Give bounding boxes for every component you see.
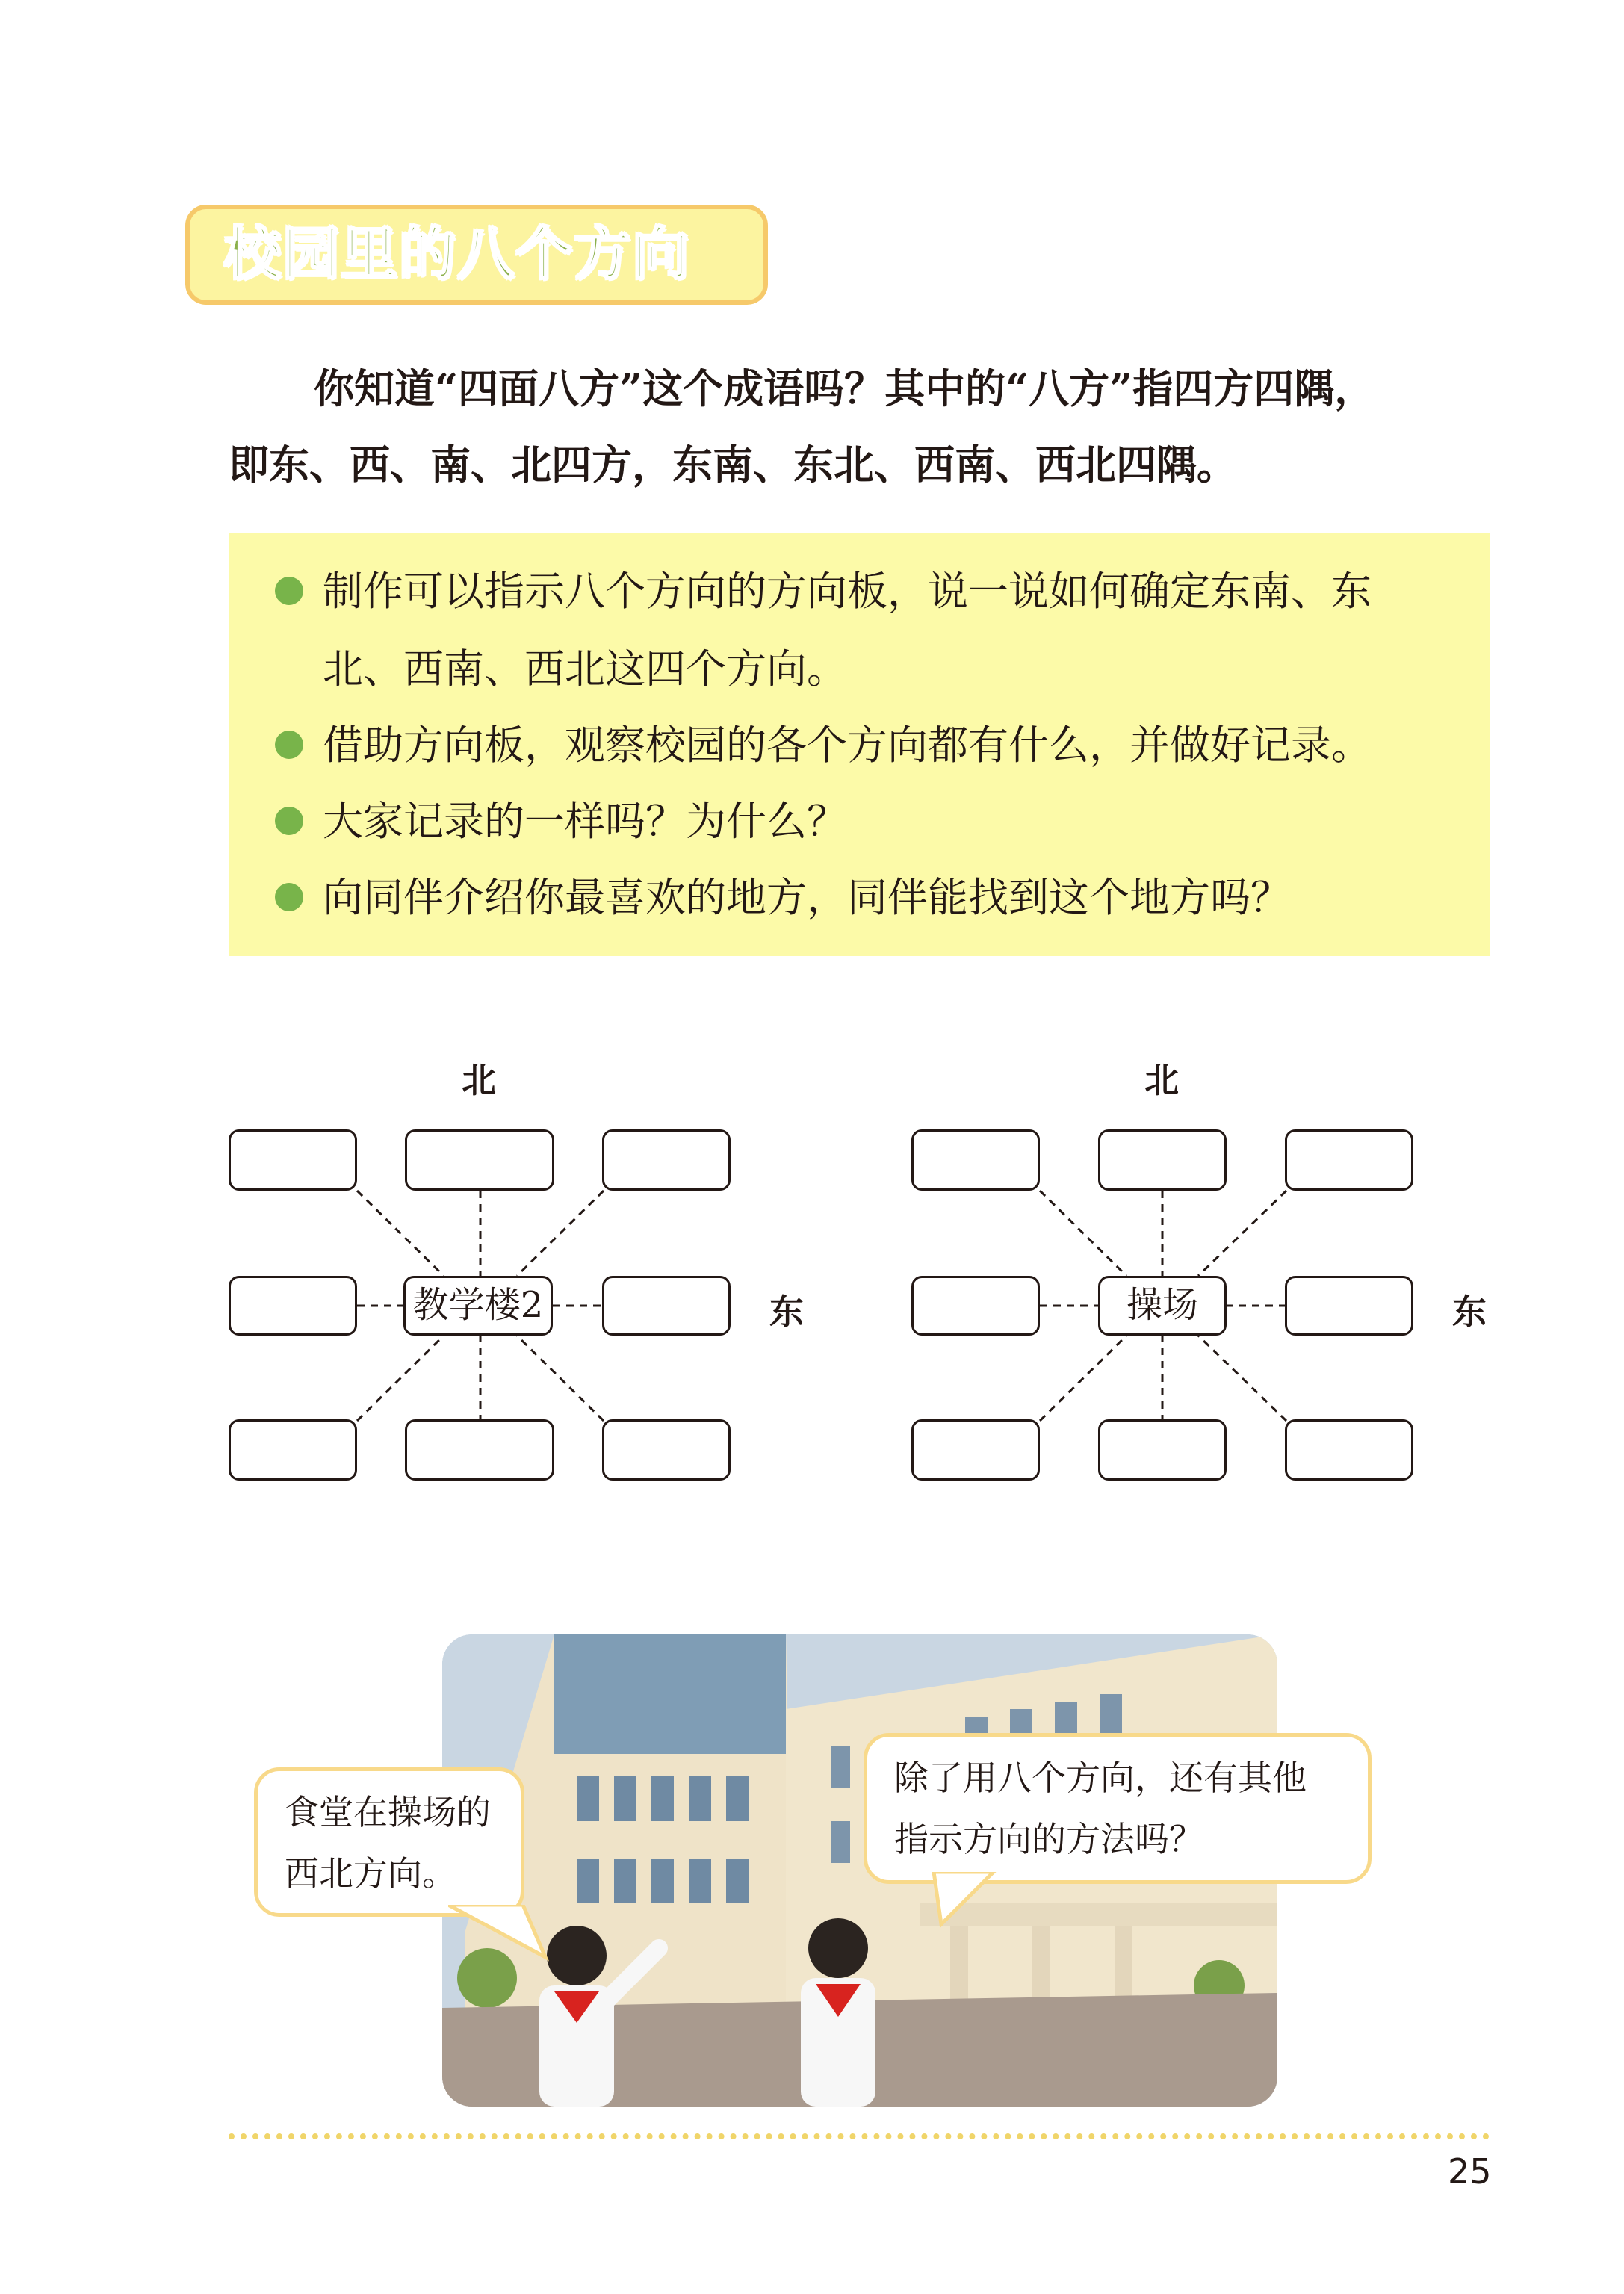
diagram-1-box-northeast[interactable] (602, 1129, 731, 1191)
diagram-2-box-southeast[interactable] (1285, 1419, 1413, 1481)
bullet-icon (275, 883, 303, 911)
diagram-2-center-label: 操场 (1126, 1284, 1198, 1326)
diagram-2-box-southwest[interactable] (911, 1419, 1040, 1481)
speech-bubble-girl-line-2: 指示方向的方法吗？ (894, 1819, 1203, 1859)
diagram-2-east-label: 东 (1452, 1292, 1487, 1332)
diagram-1-north-label: 北 (462, 1060, 496, 1100)
diagram-1-box-south[interactable] (405, 1419, 554, 1481)
activity-1-line-1: 制作可以指示八个方向的方向板，说一说如何确定东南、东 (323, 568, 1372, 615)
bullet-icon (275, 577, 303, 605)
speech-bubble-girl-tail (919, 1872, 1008, 1932)
diagram-2-box-east[interactable] (1285, 1276, 1413, 1336)
diagram-2-box-south[interactable] (1098, 1419, 1227, 1481)
speech-bubble-boy-line-2: 西北方向。 (285, 1853, 456, 1894)
speech-bubble-boy-tail (448, 1905, 553, 1965)
speech-bubble-boy-line-1: 食堂在操场的 (285, 1792, 491, 1832)
diagram-1-box-northwest[interactable] (229, 1129, 357, 1191)
speech-bubble-boy (254, 1767, 524, 1917)
activity-1-line-2: 北、西南、西北这四个方向。 (323, 645, 847, 692)
intro-line-2: 即东、西、南、北四方，东南、东北、西南、西北四隅。 (229, 441, 1237, 489)
page-number: 25 (1448, 2151, 1492, 2192)
diagram-2-box-north[interactable] (1098, 1129, 1227, 1191)
activity-3: 大家记录的一样吗？为什么？ (323, 798, 847, 845)
diagram-2-box-west[interactable] (911, 1276, 1040, 1336)
diagram-1-box-north[interactable] (405, 1129, 554, 1191)
activity-2: 借助方向板，观察校园的各个方向都有什么，并做好记录。 (323, 722, 1372, 769)
diagram-1-east-label: 东 (769, 1292, 804, 1332)
speech-bubble-girl-line-1: 除了用八个方向，还有其他 (894, 1758, 1307, 1798)
footer-dotted-rule (229, 2133, 1490, 2139)
diagram-2-box-northeast[interactable] (1285, 1129, 1413, 1191)
diagram-1-box-southeast[interactable] (602, 1419, 731, 1481)
diagram-1-center-label: 教学楼2 (412, 1284, 544, 1326)
diagram-1-box-east[interactable] (602, 1276, 731, 1336)
diagram-1-box-southwest[interactable] (229, 1419, 357, 1481)
diagram-1-box-west[interactable] (229, 1276, 357, 1336)
diagram-1-center-box (403, 1276, 553, 1336)
activity-4: 向同伴介绍你最喜欢的地方，同伴能找到这个地方吗？ (323, 874, 1291, 921)
bullet-icon (275, 807, 303, 835)
diagram-2-north-label: 北 (1144, 1060, 1179, 1100)
speech-bubble-girl (864, 1733, 1372, 1884)
diagram-2-center-box (1098, 1276, 1227, 1336)
bullet-icon (275, 731, 303, 759)
diagram-2-box-northwest[interactable] (911, 1129, 1040, 1191)
intro-line-1: 你知道“四面八方”这个成语吗？其中的“八方”指四方四隅， (314, 365, 1375, 412)
section-title: 校园里的八个方向 (224, 220, 690, 287)
